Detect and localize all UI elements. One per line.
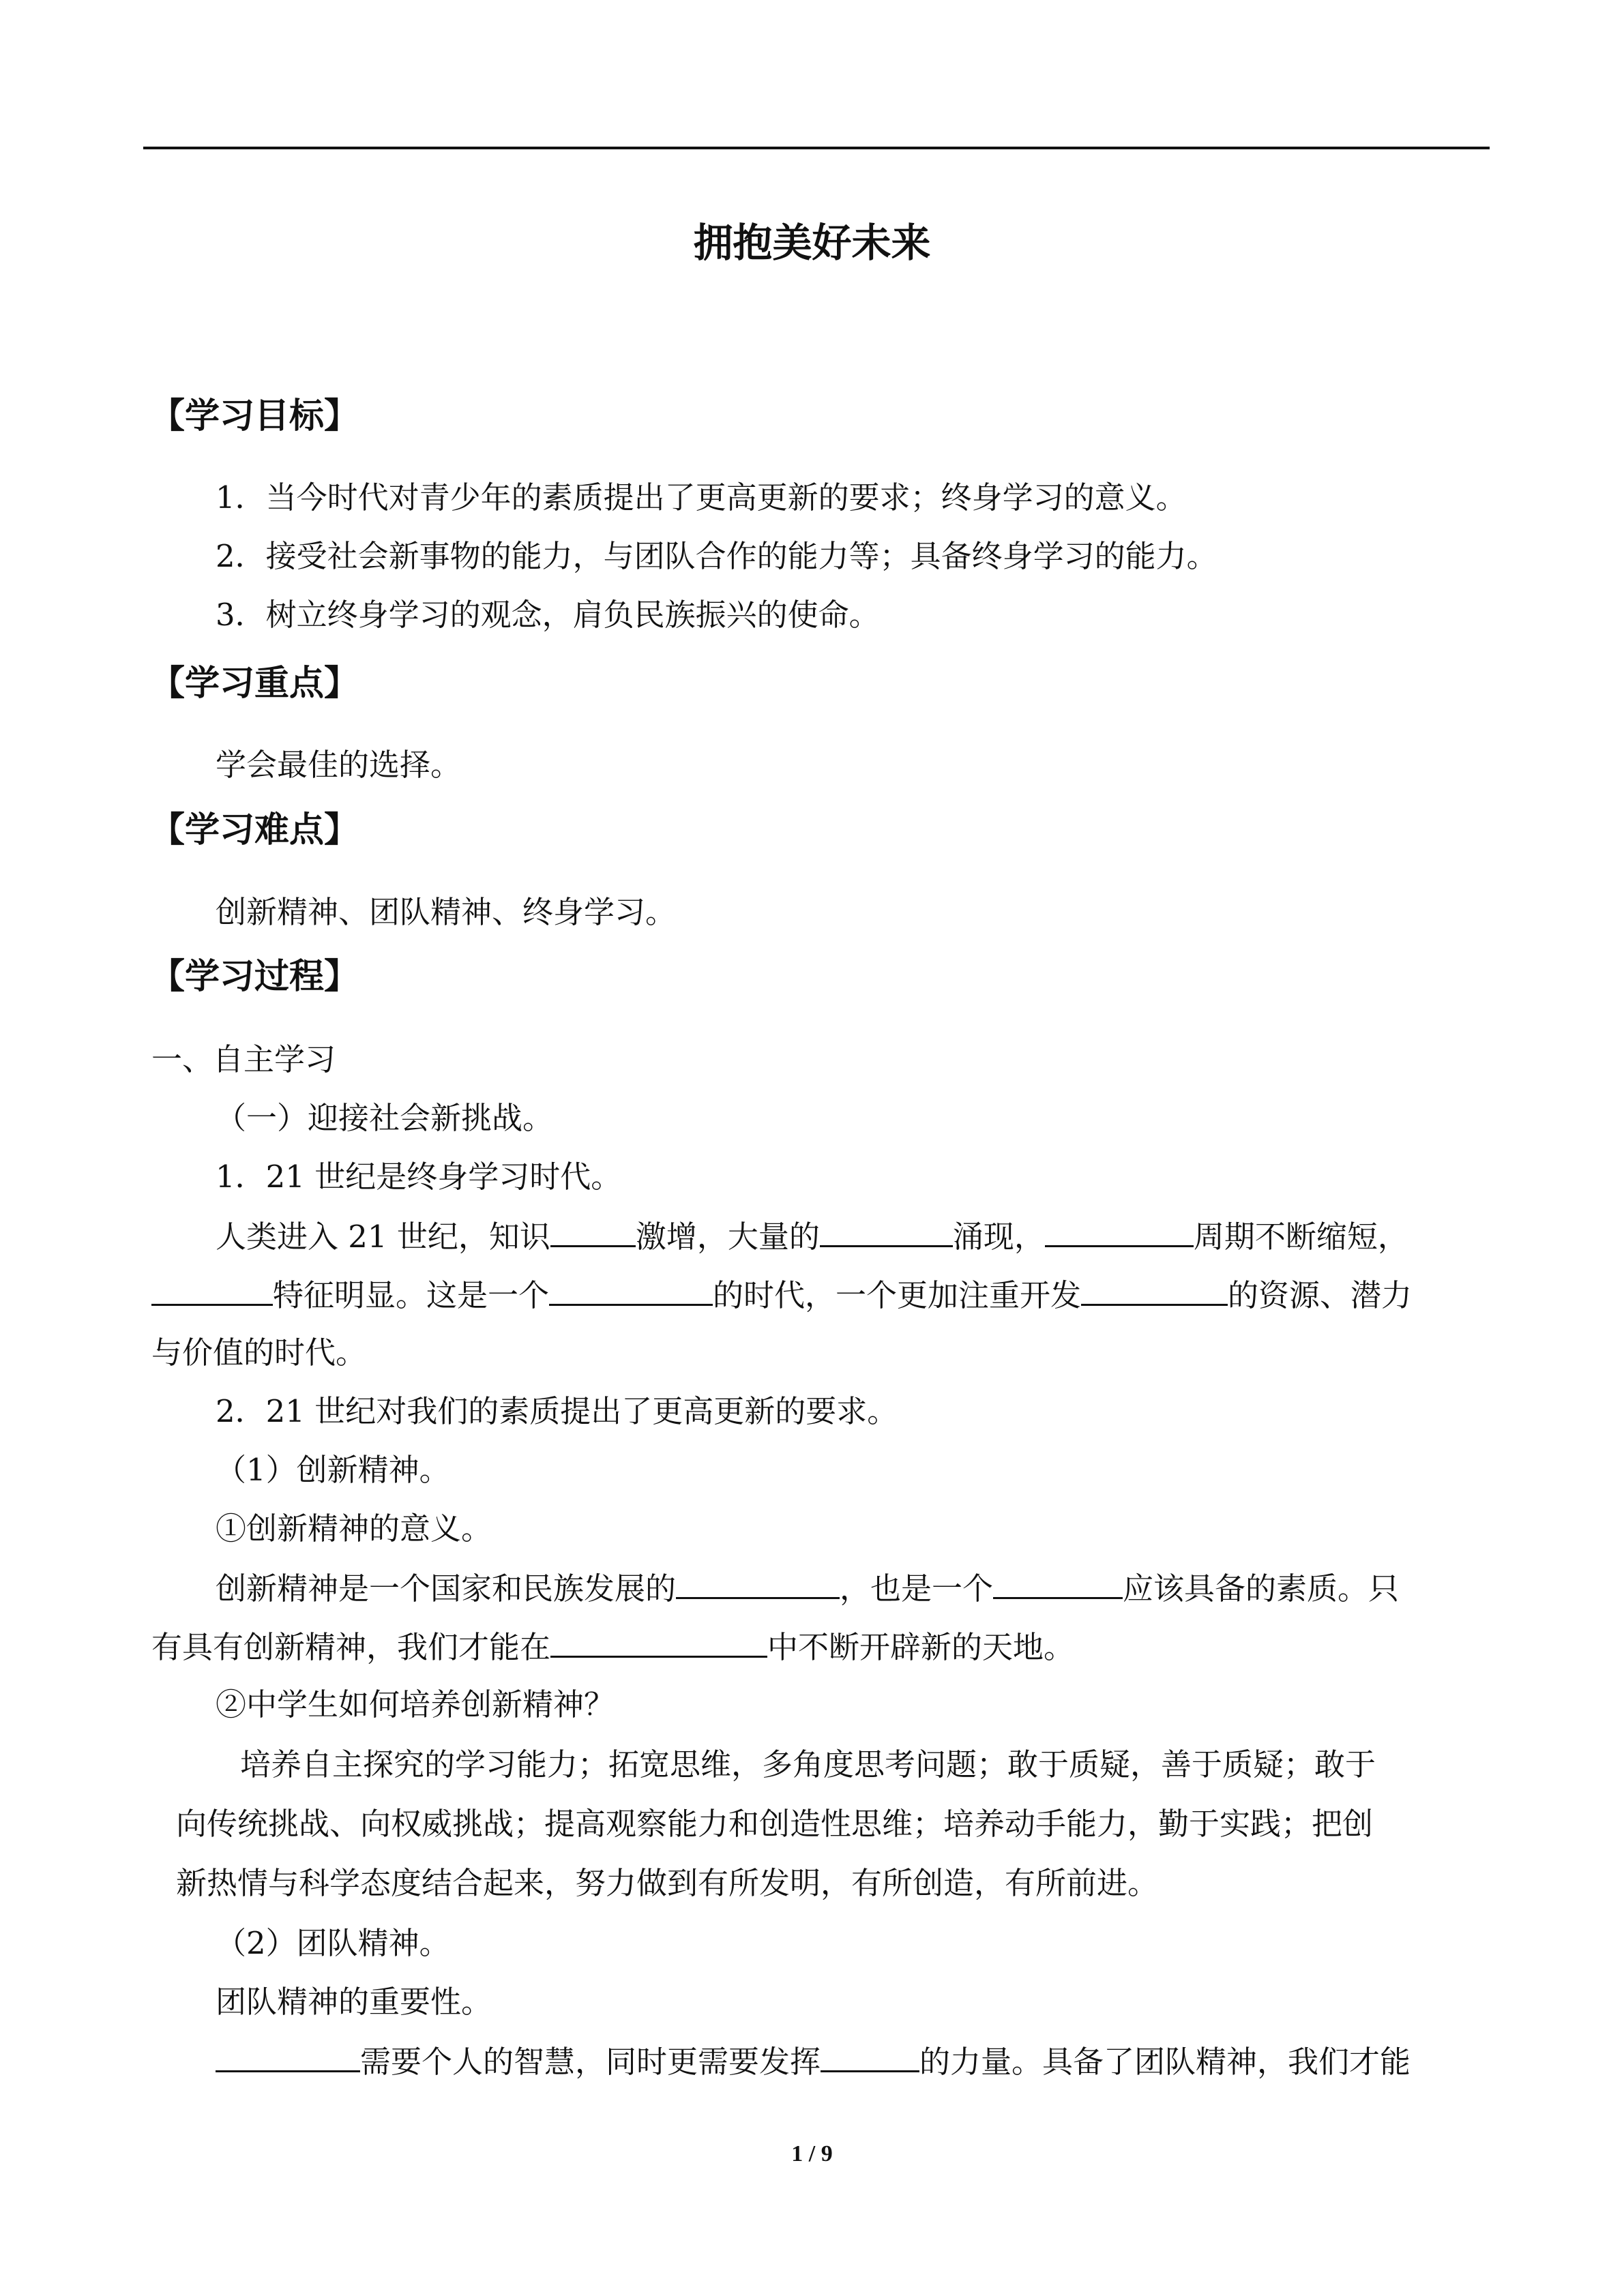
heading-objectives: 【学习目标】	[150, 396, 359, 436]
text-segment: 的时代，一个更加注重开发	[713, 1277, 1082, 1313]
text-segment: 人类进入 21 世纪，知识	[216, 1219, 550, 1255]
fill-blank[interactable]	[216, 2040, 360, 2072]
item-lifelong-era: 1．21 世纪是终身学习时代。	[216, 1159, 622, 1195]
innovation-methods-line2: 向传统挑战、向权威挑战；提高观察能力和创造性思维；培养动手能力，勤于实践；把创	[176, 1806, 1374, 1842]
fill-blank[interactable]	[1045, 1215, 1194, 1247]
text-segment: 的资源、潜力	[1228, 1277, 1413, 1313]
text-segment: 创新精神是一个国家和民族发展的	[216, 1570, 677, 1607]
paragraph-innovation-line2	[151, 1626, 1074, 1668]
text-segment: 有具有创新精神，我们才能在	[151, 1629, 551, 1665]
section-meet-challenges: （一）迎接社会新挑战。	[216, 1100, 554, 1136]
innovation-methods-line1: 培养自主探究的学习能力；拓宽思维，多角度思考问题；敢于质疑，善于质疑；敢于	[240, 1746, 1376, 1783]
fill-blank[interactable]	[549, 1274, 713, 1306]
text-segment: ，也是一个	[840, 1570, 994, 1607]
subsection-team-spirit: （2）团队精神。	[216, 1925, 450, 1961]
fill-blank[interactable]	[676, 1567, 840, 1599]
heading-key-points: 【学习重点】	[150, 664, 359, 704]
heading-process: 【学习过程】	[150, 957, 359, 997]
fill-blank[interactable]	[821, 2040, 919, 2072]
subsection-innovation: （1）创新精神。	[216, 1452, 450, 1488]
fill-blank[interactable]	[151, 1274, 273, 1306]
text-segment: 特征明显。这是一个	[273, 1277, 550, 1313]
page-number: 1 / 9	[791, 2141, 833, 2166]
text-segment: 的力量。具备了团队精神，我们才能	[919, 2044, 1411, 2080]
part-self-study: 一、自主学习	[151, 1041, 336, 1077]
document-title: 拥抱美好未来	[693, 220, 931, 266]
heading-difficulties: 【学习难点】	[150, 810, 359, 850]
difficulties-text: 创新精神、团队精神、终身学习。	[216, 894, 677, 930]
paragraph-21st-century-line2	[151, 1274, 1412, 1316]
fill-blank[interactable]	[820, 1215, 953, 1247]
objective-2: 2．接受社会新事物的能力，与团队合作的能力等；具备终身学习的能力。	[216, 538, 1217, 574]
fill-blank[interactable]	[1081, 1274, 1228, 1306]
paragraph-innovation-line1	[216, 1567, 1399, 1609]
text-segment: 涌现，	[952, 1219, 1045, 1255]
text-segment: 激增，大量的	[635, 1219, 820, 1255]
key-points-text: 学会最佳的选择。	[216, 747, 462, 783]
text-segment: 中不断开辟新的天地。	[767, 1629, 1075, 1665]
fill-blank[interactable]	[993, 1567, 1123, 1599]
innovation-meaning: ①创新精神的意义。	[216, 1510, 492, 1547]
objective-1: 1．当今时代对青少年的素质提出了更高更新的要求；终身学习的意义。	[216, 479, 1187, 516]
innovation-how: ②中学生如何培养创新精神？	[216, 1686, 615, 1723]
team-importance: 团队精神的重要性。	[216, 1984, 492, 2020]
fill-blank[interactable]	[550, 1626, 767, 1658]
objective-3: 3．树立终身学习的观念，肩负民族振兴的使命。	[216, 597, 880, 633]
text-segment: 应该具备的素质。只	[1123, 1570, 1400, 1607]
text-segment: 需要个人的智慧，同时更需要发挥	[360, 2044, 821, 2080]
item-higher-requirements: 2．21 世纪对我们的素质提出了更高更新的要求。	[216, 1393, 898, 1429]
paragraph-21st-century-line3: 与价值的时代。	[151, 1335, 367, 1371]
innovation-methods-line3: 新热情与科学态度结合起来，努力做到有所发明，有所创造，有所前进。	[176, 1865, 1159, 1901]
paragraph-team-line1	[216, 2040, 1411, 2083]
paragraph-21st-century-line1	[216, 1215, 1408, 1257]
text-segment: 周期不断缩短，	[1193, 1219, 1408, 1255]
header-rule	[143, 147, 1490, 149]
fill-blank[interactable]	[550, 1215, 636, 1247]
